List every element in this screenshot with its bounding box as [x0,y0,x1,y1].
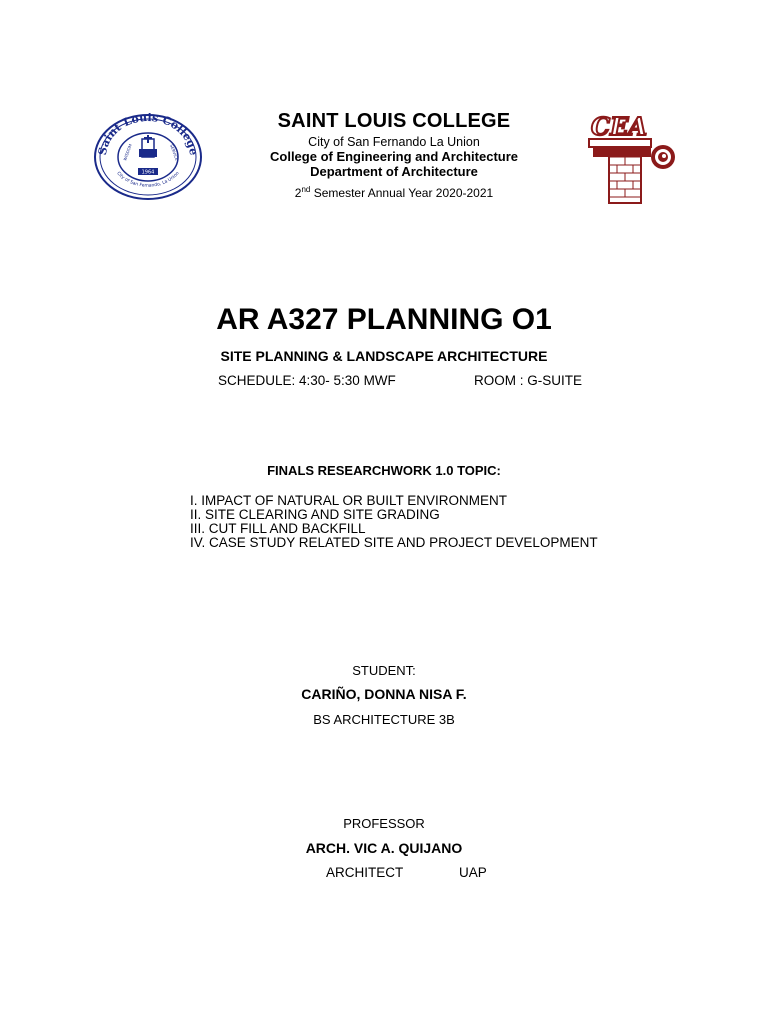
semester-line [10,185,768,200]
professor-name: ARCH. VIC A. QUIJANO [305,840,463,856]
research-heading: FINALS RESEARCHWORK 1.0 TOPIC: [267,463,501,478]
seal-arc-text: Saint Louis College [95,113,201,157]
student-name: CARIÑO, DONNA NISA F. [301,686,467,702]
architecture-department: Department of Architecture [310,164,478,179]
college-department: College of Engineering and Architecture [270,149,518,164]
cea-logo-text: CEA [590,112,648,141]
course-room: ROOM : G-SUITE [474,373,582,388]
college-name: SAINT LOUIS COLLEGE [277,110,511,132]
list-item: II. SITE CLEARING AND SITE GRADING [190,507,440,522]
college-city: City of San Fernando La Union [308,135,480,149]
professor-label: PROFESSOR [343,816,425,831]
professor-title: ARCHITECT [326,865,404,880]
list-item: III. CUT FILL AND BACKFILL [190,521,366,536]
seal-bottom-text: City of San Fernando, La Union [115,171,181,189]
professor-org: UAP [459,865,487,880]
course-title: AR A327 PLANNING O1 [216,303,552,336]
semester-text: Semester Annual Year 2020-2021 [310,186,494,200]
topic-list [190,494,598,550]
course-subtitle: SITE PLANNING & LANDSCAPE ARCHITECTURE [220,348,548,364]
seal-year: 1964 [141,169,155,176]
student-program: BS ARCHITECTURE 3B [313,712,455,727]
semester-suffix: nd [301,185,311,194]
seal-right-text: SERVICE [169,143,180,162]
seal-left-text: WISDOM [122,143,133,162]
list-item: I. IMPACT OF NATURAL OR BUILT ENVIRONMENT [190,493,508,508]
semester-number: 2 [294,186,302,200]
list-item: IV. CASE STUDY RELATED SITE AND PROJECT DEVELOPMENT [190,535,598,550]
student-label: STUDENT: [352,663,416,678]
course-schedule: SCHEDULE: 4:30- 5:30 MWF [218,373,396,388]
